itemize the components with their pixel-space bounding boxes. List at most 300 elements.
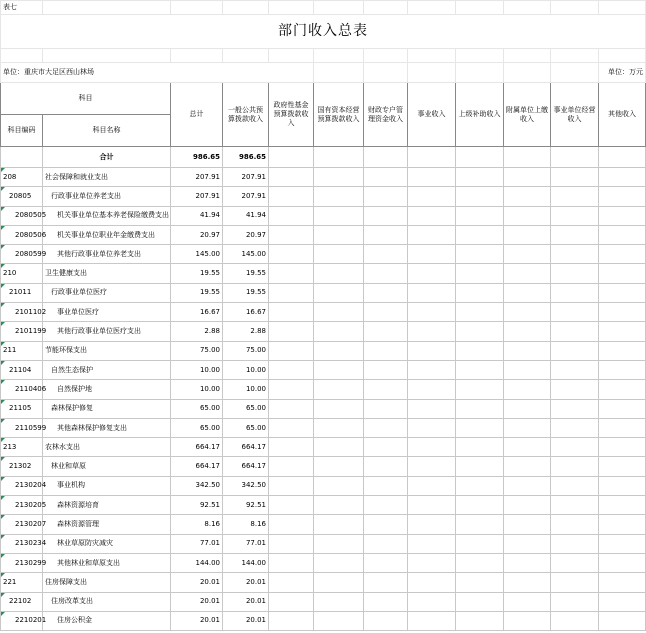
row-total[interactable]: 144.00 <box>171 553 223 572</box>
empty-cell[interactable] <box>314 187 364 206</box>
empty-cell[interactable] <box>504 534 551 553</box>
empty-cell[interactable] <box>456 399 504 418</box>
empty-cell[interactable] <box>364 438 408 457</box>
empty-cell[interactable] <box>408 534 456 553</box>
row-general[interactable]: 41.94 <box>223 206 269 225</box>
row-total[interactable]: 10.00 <box>171 380 223 399</box>
header-affiliated[interactable]: 附属单位上缴收入 <box>504 83 551 147</box>
empty-cell[interactable] <box>314 168 364 187</box>
empty-cell[interactable] <box>456 283 504 302</box>
empty-cell[interactable] <box>551 225 599 244</box>
empty-cell[interactable] <box>408 341 456 360</box>
header-name[interactable]: 科目名称 <box>43 115 171 147</box>
empty-cell[interactable] <box>408 225 456 244</box>
empty-cell[interactable] <box>364 303 408 322</box>
empty-cell[interactable] <box>551 476 599 495</box>
currency-label[interactable]: 单位：万元 <box>599 63 646 83</box>
empty-cell[interactable] <box>269 515 314 534</box>
row-general[interactable]: 19.55 <box>223 264 269 283</box>
empty-cell[interactable] <box>504 322 551 341</box>
empty-cell[interactable] <box>599 399 646 418</box>
empty-cell[interactable] <box>408 476 456 495</box>
header-other[interactable]: 其他收入 <box>599 83 646 147</box>
row-code[interactable]: 22102 <box>1 592 43 611</box>
row-code[interactable]: 2101102 <box>1 303 43 322</box>
empty-cell[interactable] <box>504 264 551 283</box>
header-superior-subsidy[interactable]: 上级补助收入 <box>456 83 504 147</box>
empty-cell[interactable] <box>408 303 456 322</box>
empty-cell[interactable] <box>551 206 599 225</box>
row-total[interactable]: 65.00 <box>171 418 223 437</box>
empty-cell[interactable] <box>456 206 504 225</box>
empty-cell[interactable] <box>269 496 314 515</box>
row-code[interactable]: 2130204 <box>1 476 43 495</box>
empty-cell[interactable] <box>551 283 599 302</box>
row-code[interactable]: 21105 <box>1 399 43 418</box>
empty-cell[interactable] <box>364 457 408 476</box>
header-state-capital[interactable]: 国有资本经营预算拨款收入 <box>314 83 364 147</box>
row-total[interactable]: 92.51 <box>171 496 223 515</box>
empty-cell[interactable] <box>551 611 599 630</box>
empty-cell[interactable] <box>408 573 456 592</box>
row-code[interactable]: 21302 <box>1 457 43 476</box>
row-code[interactable]: 221 <box>1 573 43 592</box>
empty-cell[interactable] <box>364 264 408 283</box>
empty-cell[interactable] <box>364 225 408 244</box>
row-total[interactable]: 342.50 <box>171 476 223 495</box>
empty-cell[interactable] <box>364 206 408 225</box>
empty-cell[interactable] <box>551 457 599 476</box>
row-total[interactable]: 41.94 <box>171 206 223 225</box>
row-general[interactable]: 19.55 <box>223 283 269 302</box>
empty-cell[interactable] <box>456 187 504 206</box>
empty-cell[interactable] <box>408 206 456 225</box>
row-name[interactable]: 事业单位医疗 <box>43 303 171 322</box>
empty-cell[interactable] <box>314 476 364 495</box>
empty-cell[interactable] <box>408 592 456 611</box>
empty-cell[interactable] <box>314 225 364 244</box>
row-general[interactable]: 20.01 <box>223 573 269 592</box>
empty-cell[interactable] <box>314 418 364 437</box>
row-total[interactable]: 145.00 <box>171 245 223 264</box>
empty-cell[interactable] <box>599 592 646 611</box>
empty-cell[interactable] <box>314 206 364 225</box>
empty-cell[interactable] <box>408 168 456 187</box>
row-name[interactable]: 住房保障支出 <box>43 573 171 592</box>
empty-cell[interactable] <box>364 187 408 206</box>
row-code[interactable]: 2080506 <box>1 225 43 244</box>
empty-cell[interactable] <box>314 611 364 630</box>
empty-cell[interactable] <box>599 360 646 379</box>
empty-cell[interactable] <box>551 496 599 515</box>
total-general[interactable]: 986.65 <box>223 147 269 168</box>
empty-cell[interactable] <box>269 457 314 476</box>
row-total[interactable]: 19.55 <box>171 283 223 302</box>
row-name[interactable]: 其他行政事业单位医疗支出 <box>43 322 171 341</box>
empty-cell[interactable] <box>551 245 599 264</box>
empty-cell[interactable] <box>269 380 314 399</box>
empty-cell[interactable] <box>599 515 646 534</box>
row-code[interactable]: 2130299 <box>1 553 43 572</box>
row-total[interactable]: 20.01 <box>171 592 223 611</box>
empty-cell[interactable] <box>364 341 408 360</box>
empty-cell[interactable] <box>599 341 646 360</box>
empty-cell[interactable] <box>314 360 364 379</box>
row-name[interactable]: 农林水支出 <box>43 438 171 457</box>
empty-cell[interactable] <box>504 380 551 399</box>
empty-cell[interactable] <box>408 360 456 379</box>
empty-cell[interactable] <box>364 380 408 399</box>
empty-cell[interactable] <box>456 225 504 244</box>
row-general[interactable]: 65.00 <box>223 399 269 418</box>
empty-cell[interactable] <box>364 611 408 630</box>
empty-cell[interactable] <box>504 438 551 457</box>
empty-cell[interactable] <box>456 476 504 495</box>
empty-cell[interactable] <box>456 322 504 341</box>
empty-cell[interactable] <box>269 187 314 206</box>
empty-cell[interactable] <box>456 611 504 630</box>
empty-cell[interactable] <box>408 264 456 283</box>
empty-cell[interactable] <box>408 496 456 515</box>
header-code[interactable]: 科目编码 <box>1 115 43 147</box>
empty-cell[interactable] <box>551 534 599 553</box>
page-title[interactable]: 部门收入总表 <box>1 15 646 49</box>
row-general[interactable]: 664.17 <box>223 438 269 457</box>
empty-cell[interactable] <box>408 283 456 302</box>
row-name[interactable]: 自然生态保护 <box>43 360 171 379</box>
empty-cell[interactable] <box>364 360 408 379</box>
empty-cell[interactable] <box>456 380 504 399</box>
empty-cell[interactable] <box>504 399 551 418</box>
empty-cell[interactable] <box>551 418 599 437</box>
empty-cell[interactable] <box>269 418 314 437</box>
empty-cell[interactable] <box>408 418 456 437</box>
row-code[interactable]: 21104 <box>1 360 43 379</box>
row-name[interactable]: 森林资源培育 <box>43 496 171 515</box>
empty-cell[interactable] <box>408 438 456 457</box>
row-total[interactable]: 65.00 <box>171 399 223 418</box>
row-name[interactable]: 住房改革支出 <box>43 592 171 611</box>
row-general[interactable]: 10.00 <box>223 380 269 399</box>
empty-cell[interactable] <box>504 245 551 264</box>
row-code[interactable]: 2101199 <box>1 322 43 341</box>
empty-cell[interactable] <box>364 168 408 187</box>
empty-cell[interactable] <box>269 206 314 225</box>
header-total[interactable]: 总计 <box>171 83 223 147</box>
empty-cell[interactable] <box>599 438 646 457</box>
empty-cell[interactable] <box>456 534 504 553</box>
empty-cell[interactable] <box>364 476 408 495</box>
empty-cell[interactable] <box>269 553 314 572</box>
row-name[interactable]: 社会保障和就业支出 <box>43 168 171 187</box>
empty-cell[interactable] <box>314 380 364 399</box>
empty-cell[interactable] <box>551 553 599 572</box>
empty-cell[interactable] <box>504 168 551 187</box>
empty-cell[interactable] <box>599 573 646 592</box>
row-total[interactable]: 10.00 <box>171 360 223 379</box>
empty-cell[interactable] <box>551 303 599 322</box>
empty-cell[interactable] <box>269 245 314 264</box>
row-name[interactable]: 机关事业单位基本养老保险缴费支出 <box>43 206 171 225</box>
empty-cell[interactable] <box>504 206 551 225</box>
header-operations[interactable]: 事业单位经营收入 <box>551 83 599 147</box>
row-code[interactable]: 2080505 <box>1 206 43 225</box>
empty-cell[interactable] <box>551 322 599 341</box>
empty-cell[interactable] <box>599 187 646 206</box>
empty-cell[interactable] <box>456 457 504 476</box>
empty-cell[interactable] <box>269 264 314 283</box>
empty-cell[interactable] <box>504 476 551 495</box>
row-code[interactable]: 211 <box>1 341 43 360</box>
empty-cell[interactable] <box>408 322 456 341</box>
row-name[interactable]: 卫生健康支出 <box>43 264 171 283</box>
empty-cell[interactable] <box>551 515 599 534</box>
empty-cell[interactable] <box>456 303 504 322</box>
row-code[interactable]: 20805 <box>1 187 43 206</box>
empty-cell[interactable] <box>408 553 456 572</box>
row-total[interactable]: 20.01 <box>171 573 223 592</box>
empty-cell[interactable] <box>408 457 456 476</box>
row-name[interactable]: 林业草原防灾减灾 <box>43 534 171 553</box>
empty-cell[interactable] <box>364 283 408 302</box>
empty-cell[interactable] <box>599 303 646 322</box>
empty-cell[interactable] <box>599 418 646 437</box>
empty-cell[interactable] <box>269 399 314 418</box>
empty-cell[interactable] <box>269 534 314 553</box>
row-general[interactable]: 144.00 <box>223 553 269 572</box>
empty-cell[interactable] <box>599 245 646 264</box>
empty-cell[interactable] <box>364 245 408 264</box>
empty-cell[interactable] <box>269 341 314 360</box>
row-general[interactable]: 77.01 <box>223 534 269 553</box>
empty-cell[interactable] <box>314 283 364 302</box>
row-total[interactable]: 207.91 <box>171 187 223 206</box>
empty-cell[interactable] <box>504 573 551 592</box>
row-name[interactable]: 森林保护修复 <box>43 399 171 418</box>
empty-cell[interactable] <box>599 168 646 187</box>
empty-cell[interactable] <box>551 187 599 206</box>
row-name[interactable]: 住房公积金 <box>43 611 171 630</box>
empty-cell[interactable] <box>599 380 646 399</box>
row-total[interactable]: 8.16 <box>171 515 223 534</box>
empty-cell[interactable] <box>364 418 408 437</box>
empty-cell[interactable] <box>456 496 504 515</box>
empty-cell[interactable] <box>504 515 551 534</box>
empty-cell[interactable] <box>504 457 551 476</box>
empty-cell[interactable] <box>364 515 408 534</box>
empty-cell[interactable] <box>408 611 456 630</box>
empty-cell[interactable] <box>504 611 551 630</box>
empty-cell[interactable] <box>269 360 314 379</box>
empty-cell[interactable] <box>269 322 314 341</box>
row-name[interactable]: 行政事业单位医疗 <box>43 283 171 302</box>
row-name[interactable]: 其他森林保护修复支出 <box>43 418 171 437</box>
empty-cell[interactable] <box>599 496 646 515</box>
total-label[interactable]: 合计 <box>43 147 171 168</box>
empty-cell[interactable] <box>504 225 551 244</box>
empty-cell[interactable] <box>551 341 599 360</box>
empty-cell[interactable] <box>456 573 504 592</box>
row-general[interactable]: 8.16 <box>223 515 269 534</box>
row-name[interactable]: 其他行政事业单位养老支出 <box>43 245 171 264</box>
empty-cell[interactable] <box>456 553 504 572</box>
empty-cell[interactable] <box>364 573 408 592</box>
empty-cell[interactable] <box>364 399 408 418</box>
empty-cell[interactable] <box>314 303 364 322</box>
row-code[interactable]: 2110406 <box>1 380 43 399</box>
sheet-label[interactable]: 表七 <box>1 1 43 15</box>
empty-cell[interactable] <box>599 457 646 476</box>
empty-cell[interactable] <box>456 418 504 437</box>
empty-cell[interactable] <box>599 225 646 244</box>
empty-cell[interactable] <box>269 573 314 592</box>
empty-cell[interactable] <box>364 534 408 553</box>
unit-label[interactable]: 单位：重庆市大足区西山林场 <box>1 63 314 83</box>
empty-cell[interactable] <box>599 553 646 572</box>
empty-cell[interactable] <box>314 399 364 418</box>
empty-cell[interactable] <box>269 592 314 611</box>
header-subject[interactable]: 科目 <box>1 83 171 115</box>
empty-cell[interactable] <box>364 322 408 341</box>
row-total[interactable]: 75.00 <box>171 341 223 360</box>
empty-cell[interactable] <box>551 264 599 283</box>
empty-cell[interactable] <box>269 283 314 302</box>
empty-cell[interactable] <box>456 360 504 379</box>
empty-cell[interactable] <box>456 592 504 611</box>
header-special-fiscal[interactable]: 财政专户管理资金收入 <box>364 83 408 147</box>
empty-cell[interactable] <box>599 206 646 225</box>
row-total[interactable]: 664.17 <box>171 457 223 476</box>
empty-cell[interactable] <box>269 438 314 457</box>
empty-cell[interactable] <box>364 496 408 515</box>
empty-cell[interactable] <box>408 187 456 206</box>
row-total[interactable]: 2.88 <box>171 322 223 341</box>
empty-cell[interactable] <box>456 264 504 283</box>
empty-cell[interactable] <box>314 341 364 360</box>
empty-cell[interactable] <box>314 457 364 476</box>
row-general[interactable]: 92.51 <box>223 496 269 515</box>
row-total[interactable]: 20.01 <box>171 611 223 630</box>
empty-cell[interactable] <box>551 360 599 379</box>
row-code[interactable]: 2130234 <box>1 534 43 553</box>
empty-cell[interactable] <box>551 168 599 187</box>
row-name[interactable]: 自然保护地 <box>43 380 171 399</box>
empty-cell[interactable] <box>456 168 504 187</box>
row-total[interactable]: 664.17 <box>171 438 223 457</box>
row-code[interactable]: 2130205 <box>1 496 43 515</box>
empty-cell[interactable] <box>504 283 551 302</box>
row-name[interactable]: 林业和草原 <box>43 457 171 476</box>
empty-cell[interactable] <box>456 438 504 457</box>
row-general[interactable]: 145.00 <box>223 245 269 264</box>
empty-cell[interactable] <box>599 264 646 283</box>
empty-cell[interactable] <box>551 592 599 611</box>
row-total[interactable]: 207.91 <box>171 168 223 187</box>
row-general[interactable]: 20.97 <box>223 225 269 244</box>
row-code[interactable]: 21011 <box>1 283 43 302</box>
row-name[interactable]: 森林资源管理 <box>43 515 171 534</box>
row-code[interactable]: 208 <box>1 168 43 187</box>
empty-cell[interactable] <box>504 592 551 611</box>
empty-cell[interactable] <box>456 341 504 360</box>
total-total[interactable]: 986.65 <box>171 147 223 168</box>
row-general[interactable]: 342.50 <box>223 476 269 495</box>
row-total[interactable]: 20.97 <box>171 225 223 244</box>
row-general[interactable]: 16.67 <box>223 303 269 322</box>
empty-cell[interactable] <box>504 496 551 515</box>
empty-cell[interactable] <box>599 611 646 630</box>
row-general[interactable]: 75.00 <box>223 341 269 360</box>
empty-cell[interactable] <box>408 515 456 534</box>
empty-cell[interactable] <box>314 322 364 341</box>
row-general[interactable]: 207.91 <box>223 187 269 206</box>
empty-cell[interactable] <box>504 187 551 206</box>
row-name[interactable]: 其他林业和草原支出 <box>43 553 171 572</box>
row-code[interactable]: 2130207 <box>1 515 43 534</box>
row-code[interactable]: 2110599 <box>1 418 43 437</box>
header-gov-fund[interactable]: 政府性基金预算拨款收入 <box>269 83 314 147</box>
empty-cell[interactable] <box>551 399 599 418</box>
row-general[interactable]: 20.01 <box>223 611 269 630</box>
empty-cell[interactable] <box>364 592 408 611</box>
row-code[interactable]: 213 <box>1 438 43 457</box>
row-name[interactable]: 行政事业单位养老支出 <box>43 187 171 206</box>
row-name[interactable]: 事业机构 <box>43 476 171 495</box>
row-code[interactable]: 2210201 <box>1 611 43 630</box>
empty-cell[interactable] <box>456 515 504 534</box>
empty-cell[interactable] <box>314 534 364 553</box>
empty-cell[interactable] <box>314 264 364 283</box>
empty-cell[interactable] <box>551 438 599 457</box>
empty-cell[interactable] <box>314 592 364 611</box>
header-general-budget[interactable]: 一般公共预算拨款收入 <box>223 83 269 147</box>
empty-cell[interactable] <box>314 573 364 592</box>
row-general[interactable]: 207.91 <box>223 168 269 187</box>
row-code[interactable]: 210 <box>1 264 43 283</box>
row-total[interactable]: 77.01 <box>171 534 223 553</box>
row-general[interactable]: 65.00 <box>223 418 269 437</box>
empty-cell[interactable] <box>504 360 551 379</box>
empty-cell[interactable] <box>551 573 599 592</box>
empty-cell[interactable] <box>408 399 456 418</box>
empty-cell[interactable] <box>269 476 314 495</box>
empty-cell[interactable] <box>314 553 364 572</box>
empty-cell[interactable] <box>269 611 314 630</box>
empty-cell[interactable] <box>314 496 364 515</box>
empty-cell[interactable] <box>364 553 408 572</box>
empty-cell[interactable] <box>599 322 646 341</box>
empty-cell[interactable] <box>504 303 551 322</box>
row-general[interactable]: 664.17 <box>223 457 269 476</box>
row-general[interactable]: 10.00 <box>223 360 269 379</box>
empty-cell[interactable] <box>269 225 314 244</box>
row-general[interactable]: 2.88 <box>223 322 269 341</box>
header-business[interactable]: 事业收入 <box>408 83 456 147</box>
empty-cell[interactable] <box>456 245 504 264</box>
empty-cell[interactable] <box>599 283 646 302</box>
row-code[interactable]: 2080599 <box>1 245 43 264</box>
empty-cell[interactable] <box>504 341 551 360</box>
empty-cell[interactable] <box>504 553 551 572</box>
empty-cell[interactable] <box>408 245 456 264</box>
row-total[interactable]: 16.67 <box>171 303 223 322</box>
row-total[interactable]: 19.55 <box>171 264 223 283</box>
empty-cell[interactable] <box>314 245 364 264</box>
empty-cell[interactable] <box>551 380 599 399</box>
empty-cell[interactable] <box>599 534 646 553</box>
empty-cell[interactable] <box>599 476 646 495</box>
empty-cell[interactable] <box>314 438 364 457</box>
